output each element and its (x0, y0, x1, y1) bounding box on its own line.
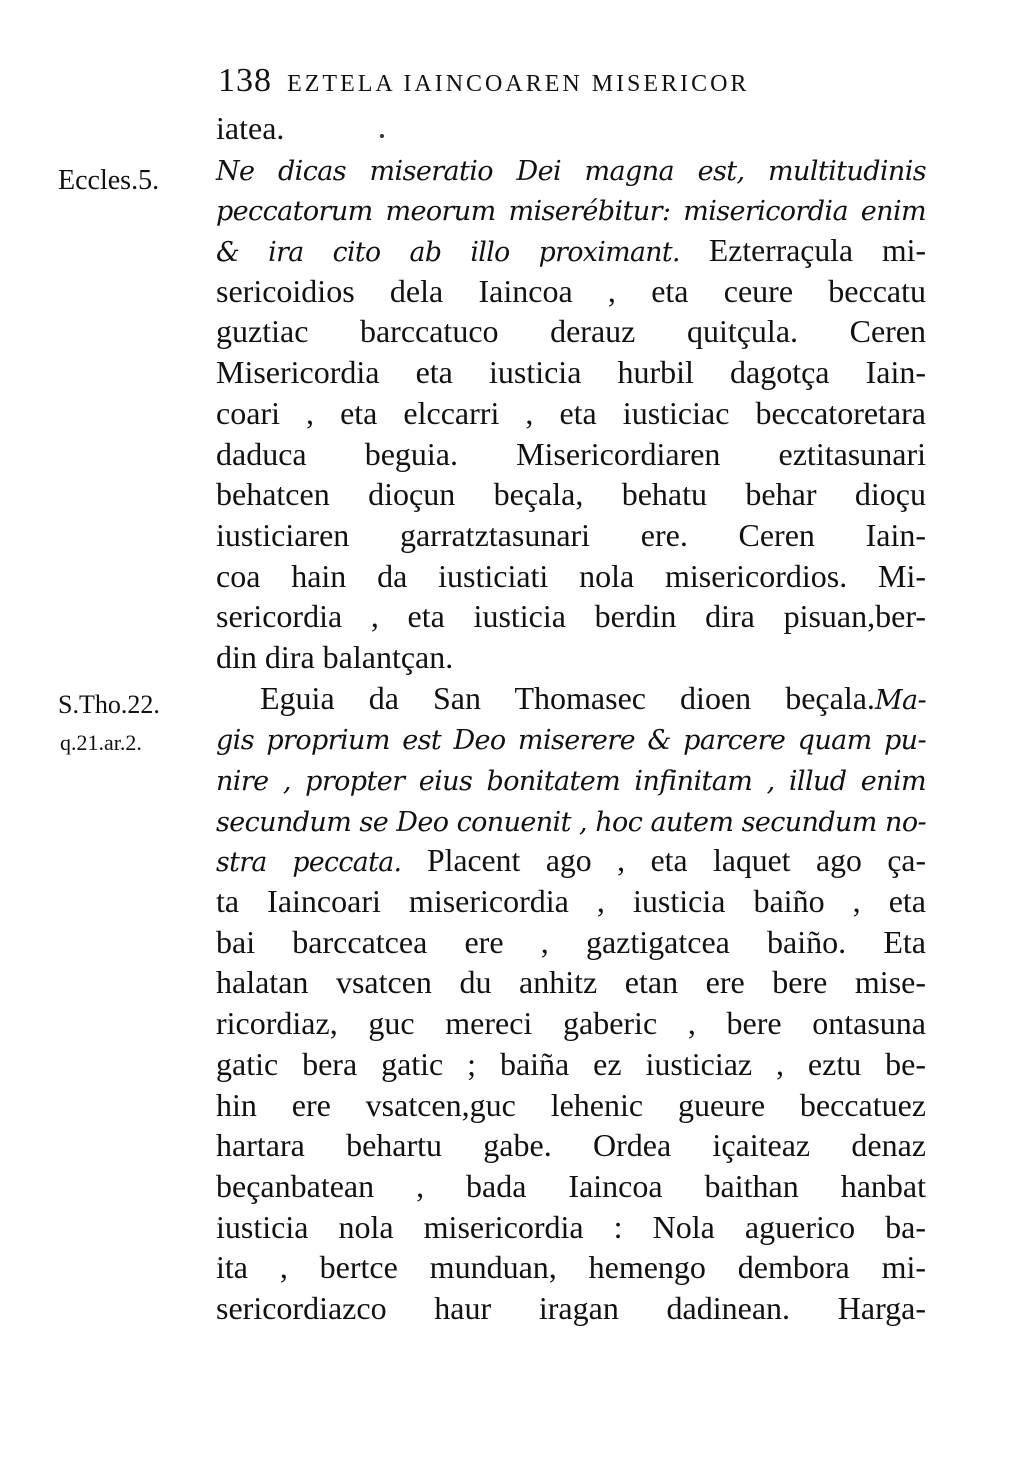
basque-text: sericordia , eta iusticia berdin dira pisuan,ber- (216, 598, 926, 635)
basque-text: beçanbatean , bada Iaincoa baithan hanbat (216, 1167, 926, 1204)
basque-text: ricordiaz, guc mereci gaberic , bere ontasuna (216, 1005, 926, 1042)
text-line (216, 922, 926, 963)
text-line (216, 596, 926, 637)
text-line (216, 800, 926, 841)
text-line (216, 474, 926, 515)
text-line (216, 1247, 926, 1288)
text-line (216, 515, 926, 556)
text-line (216, 1125, 926, 1166)
basque-text: daduca beguia. Misericordiaren eztitasunari (216, 435, 926, 472)
latin-quote-text: nire , propter eius bonitatem infinitam , illud enim (216, 766, 926, 797)
basque-text: Ezterraçula mi- (679, 233, 926, 269)
basque-text: Eguia da San Thomasec dioen beçala. (260, 679, 875, 716)
basque-text: iusticia nola misericordia : Nola aguerico ba- (216, 1208, 926, 1245)
basque-text: sericordiazco haur iragan dadinean. Harga- (216, 1289, 926, 1326)
text-line (216, 1288, 926, 1329)
text-line (216, 149, 926, 190)
latin-quote-text: Ne dicas miseratio Dei magna est, multitudinis (216, 155, 926, 187)
text-line (216, 637, 926, 678)
running-head (218, 62, 918, 108)
margin-note-question: q.21.ar.2. (60, 730, 142, 755)
text-line (216, 840, 926, 881)
text-line (216, 1085, 926, 1126)
text-line (216, 962, 926, 1003)
latin-quote-text: stra peccata. (216, 847, 402, 879)
basque-text: ita , bertce munduan, hemengo dembora mi- (216, 1249, 926, 1286)
latin-quote-text: secundum se Deo conuenit , hoc autem secundum no- (216, 806, 926, 838)
text-line (216, 271, 926, 312)
basque-text: behatcen dioçun beçala, behatu behar dioçu (216, 476, 926, 513)
basque-text: hin ere vsatcen,guc lehenic gueure beccatuez (216, 1086, 926, 1123)
text-line (216, 434, 926, 475)
latin-quote-text: peccatorum meorum miserébitur: misericordia enim (216, 196, 926, 228)
basque-text: iatea. (216, 110, 285, 146)
basque-text: ta Iaincoari misericordia , iusticia baiño , eta (216, 883, 926, 920)
basque-text: hartara behartu gabe. Ordea içaiteaz denaz (216, 1127, 926, 1164)
text-line (216, 352, 926, 393)
text-line (216, 1207, 926, 1248)
text-line (216, 881, 926, 922)
basque-text: iusticiaren garratztasunari ere. Ceren Iain- (216, 516, 926, 553)
latin-quote-text: gis proprium est Deo miserere & parcere quam pu- (216, 725, 926, 757)
text-line (216, 189, 926, 230)
text-line (216, 1166, 926, 1207)
page-number: 138 (218, 62, 272, 99)
basque-text: halatan vsatcen du anhitz etan ere bere mise- (216, 964, 926, 1001)
text-line (216, 718, 926, 759)
text-line (216, 759, 926, 800)
margin-note-thomas: S.Tho.22. (58, 690, 160, 719)
latin-quote-text: Ma- (874, 684, 926, 716)
basque-text: Misericordia eta iusticia hurbil dagotça Iain- (216, 354, 926, 391)
running-title: EZTELA IAINCOAREN MISERICOR (287, 71, 750, 97)
margin-note-ecclesiasticus: Eccles.5. (58, 165, 160, 196)
text-line (216, 311, 926, 352)
basque-text: Placent ago , eta laquet ago ça- (401, 843, 927, 879)
basque-text: guztiac barccatuco derauz quitçula. Ceren (216, 313, 926, 350)
basque-text: coari , eta elccarri , eta iusticiac beccatoretara (216, 394, 926, 431)
text-line (216, 230, 926, 271)
basque-text: bai barccatcea ere , gaztigatcea baiño. Eta (216, 923, 926, 960)
basque-text: coa hain da iusticiati nola misericordios. Mi- (216, 557, 926, 594)
text-line (216, 678, 926, 719)
basque-text: din dira balantçan. (216, 638, 454, 675)
basque-text: gatic bera gatic ; baiña ez iusticiaz , eztu be- (216, 1045, 926, 1082)
basque-text: sericoidios dela Iaincoa , eta ceure beccatu (216, 272, 926, 309)
text-line (216, 1044, 926, 1085)
text-line (216, 393, 926, 434)
body-text (216, 108, 926, 1329)
text-line (216, 556, 926, 597)
text-line (216, 1003, 926, 1044)
text-line (216, 108, 926, 149)
latin-quote-text: & ira cito ab illo proximant. (216, 237, 680, 269)
